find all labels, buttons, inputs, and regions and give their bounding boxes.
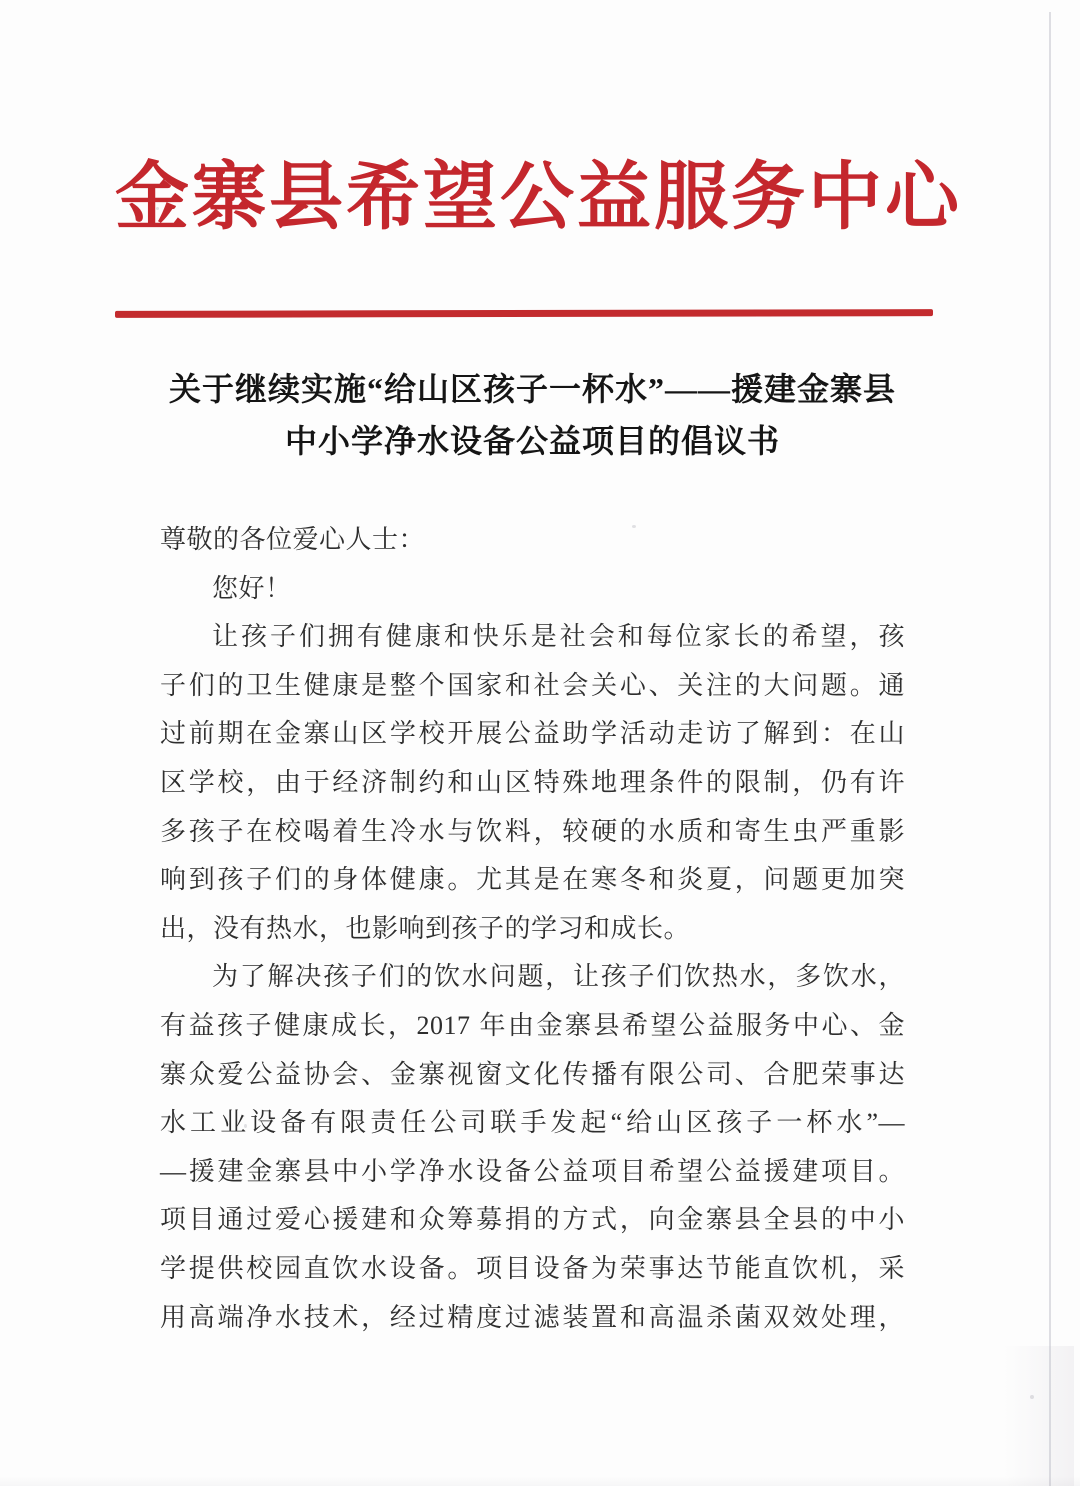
greeting-line: 您好！ — [212, 573, 292, 603]
body-line: 区学校，由于经济制约和山区特殊地理条件的限制，仍有许 — [160, 767, 905, 797]
body-line: 为了解决孩子们的饮水问题，让孩子们饮热水，多饮水， — [212, 962, 905, 992]
document-title-line1: 关于继续实施“给山区孩子一杯水”——援建金寨县 — [168, 371, 896, 407]
letterhead — [115, 157, 962, 239]
body-line: 过前期在金寨山区学校开展公益助学活动走访了解到：在山 — [160, 719, 905, 749]
body-line: —援建金寨县中小学净水设备公益项目希望公益援建项目。 — [160, 1156, 905, 1186]
scan-speckle — [156, 207, 159, 210]
letterhead-divider-rule — [115, 309, 933, 318]
body-line: 水工业设备有限责任公司联手发起“给山区孩子一杯水”— — [160, 1108, 905, 1138]
scan-noise-patch — [1004, 1346, 1074, 1486]
body-line: 有益孩子健康成长，2017 年由金寨县希望公益服务中心、金 — [160, 1010, 905, 1040]
body-line: 子们的卫生健康是整个国家和社会关心、关注的大问题。通 — [160, 670, 905, 700]
body-line: 响到孩子们的身体健康。尤其是在寒冬和炎夏，问题更加突 — [160, 865, 905, 895]
document-title-line2: 中小学净水设备公益项目的倡议书 — [284, 423, 780, 459]
body-line: 学提供校园直饮水设备。项目设备为荣事达节能直饮机，采 — [160, 1253, 905, 1283]
scan-speckle — [244, 1124, 247, 1128]
body-line: 项目通过爱心援建和众筹募捐的方式，向金寨县全县的中小 — [160, 1205, 905, 1235]
salutation-line: 尊敬的各位爱心人士： — [160, 525, 426, 554]
scan-bottom-shadow — [0, 1476, 1080, 1486]
body-line: 寨众爱公益协会、金寨视窗文化传播有限公司、合肥荣事达 — [160, 1059, 905, 1089]
body-line: 让孩子们拥有健康和快乐是社会和每位家长的希望，孩 — [212, 622, 905, 652]
body-line: 用高端净水技术，经过精度过滤装置和高温杀菌双效处理， — [160, 1302, 905, 1332]
scan-speckle — [1030, 1395, 1034, 1399]
document-title — [160, 363, 905, 467]
letter-body — [160, 516, 905, 1342]
body-line: 多孩子在校喝着生冷水与饮料，较硬的水质和寄生虫严重影 — [160, 816, 905, 846]
scan-speckle — [632, 525, 636, 528]
letterhead-org-title: 金寨县希望公益服务中心 — [115, 157, 962, 239]
scan-edge-line — [1049, 12, 1051, 1486]
body-line: 出，没有热水，也影响到孩子的学习和成长。 — [160, 913, 691, 943]
